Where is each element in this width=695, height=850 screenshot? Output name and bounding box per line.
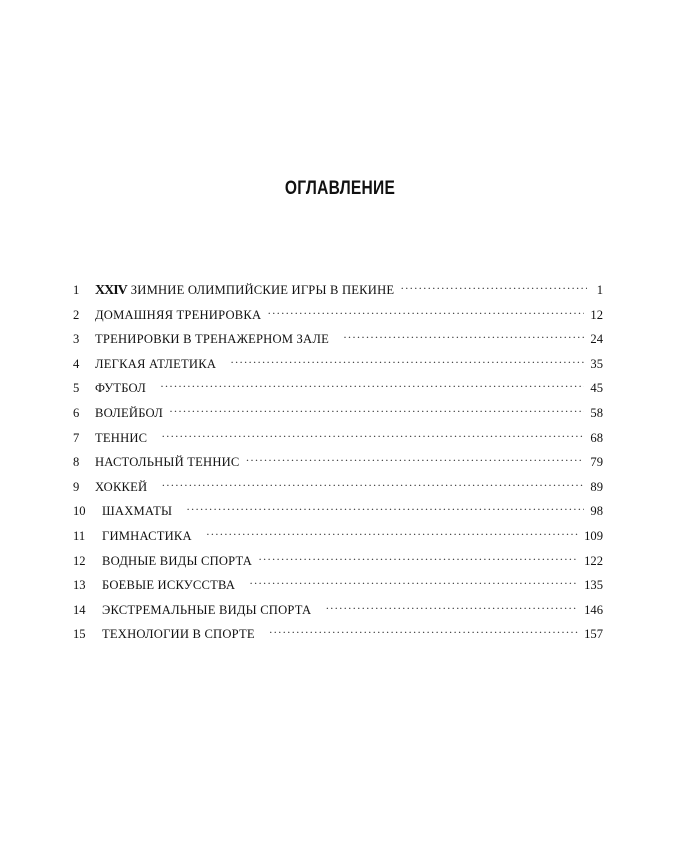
toc-entry[interactable]: [73, 405, 603, 430]
toc-entry[interactable]: [73, 626, 603, 651]
toc-entry-page: 12: [590, 307, 603, 322]
toc-entry-title: ЗИМНИЕ ОЛИМПИЙСКИЕ ИГРЫ В ПЕКИНЕ: [130, 283, 395, 297]
toc-entry-page: 24: [590, 332, 603, 347]
toc-entry-number: 3: [73, 332, 80, 347]
toc-entry-roman-numeral: XXIV: [95, 283, 127, 298]
toc-entry-title: ВОДНЫЕ ВИДЫ СПОРТА: [102, 553, 253, 568]
toc-entry[interactable]: [73, 553, 603, 578]
toc-entry-page: 122: [584, 553, 603, 568]
toc-entry-page: 157: [584, 627, 603, 642]
toc-entry-number: 13: [73, 578, 86, 593]
toc-entry-title: ЭКСТРЕМАЛЬНЫЕ ВИДЫ СПОРТА: [102, 602, 312, 617]
dot-leader: [400, 282, 587, 294]
toc-entry-page: 35: [590, 356, 603, 371]
page-title: ОГЛАВЛЕНИЕ: [284, 178, 396, 199]
toc-entry-page: 58: [590, 405, 603, 420]
toc-entry-number: 1: [73, 283, 80, 297]
toc-entry-number: 6: [73, 405, 80, 420]
toc-entry[interactable]: [73, 356, 603, 381]
toc-entry-page: 135: [584, 578, 603, 593]
dot-leader: [160, 380, 584, 392]
toc-entry-title: ХОККЕЙ: [95, 479, 148, 494]
toc-entry[interactable]: [73, 430, 603, 455]
dot-leader: [169, 405, 584, 417]
toc-entry-number: 2: [73, 307, 80, 322]
dot-leader: [230, 356, 584, 368]
dot-leader: [258, 553, 578, 565]
toc-entry-title: ГИМНАСТИКА: [102, 528, 192, 543]
toc-entry-title: ТЕХНОЛОГИИ В СПОРТЕ: [102, 627, 255, 642]
toc-entry-page: 109: [584, 528, 603, 543]
toc-entry-title: ФУТБОЛ: [95, 381, 146, 396]
toc-entry-page: 89: [590, 479, 603, 494]
toc-entry-page: 98: [590, 504, 603, 519]
toc-entry[interactable]: [73, 380, 603, 405]
dot-leader: [186, 503, 584, 515]
toc-entry-page: 45: [590, 381, 603, 396]
toc-entry[interactable]: [73, 307, 603, 332]
toc-entry-number: 5: [73, 381, 80, 396]
toc-entry-page: 1: [596, 283, 603, 297]
toc-entry-number: 8: [73, 455, 80, 470]
toc-entry-title: ВОЛЕЙБОЛ: [95, 405, 163, 420]
toc-entry-page: 68: [590, 430, 603, 445]
toc-entry-number: 15: [73, 627, 86, 642]
toc-entry-number: 4: [73, 356, 80, 371]
dot-leader: [325, 602, 578, 614]
toc-entry-title: ШАХМАТЫ: [102, 504, 173, 519]
toc-entry[interactable]: [73, 528, 603, 553]
dot-leader: [246, 454, 585, 466]
dot-leader: [269, 626, 578, 638]
table-of-contents: [73, 282, 603, 651]
toc-entry-number: 7: [73, 430, 80, 445]
toc-entry[interactable]: [73, 503, 603, 528]
dot-leader: [161, 430, 584, 442]
dot-leader: [206, 528, 578, 540]
toc-entry-title: НАСТОЛЬНЫЙ ТЕННИС: [95, 455, 240, 470]
toc-entry-number: 9: [73, 479, 80, 494]
toc-entry-title: БОЕВЫЕ ИСКУССТВА: [102, 578, 236, 593]
toc-entry-number: 14: [73, 602, 86, 617]
toc-entry[interactable]: [73, 454, 603, 479]
toc-entry-title: ТРЕНИРОВКИ В ТРЕНАЖЕРНОМ ЗАЛЕ: [95, 332, 329, 347]
toc-entry[interactable]: [73, 577, 603, 602]
toc-entry-title: ЛЕГКАЯ АТЛЕТИКА: [95, 356, 217, 371]
toc-entry-number: 12: [73, 553, 86, 568]
toc-entry-page: 146: [584, 602, 603, 617]
toc-entry[interactable]: [73, 602, 603, 627]
toc-entry[interactable]: [73, 331, 603, 356]
toc-entry-page: 79: [590, 455, 603, 470]
dot-leader: [267, 307, 584, 319]
toc-entry-number: 11: [73, 528, 86, 543]
toc-entry-number: 10: [73, 504, 86, 519]
dot-leader: [161, 479, 584, 491]
dot-leader: [249, 577, 578, 589]
toc-entry[interactable]: [73, 479, 603, 504]
toc-entry-title: ТЕННИС: [95, 430, 148, 445]
toc-entry-title: ДОМАШНЯЯ ТРЕНИРОВКА: [95, 307, 262, 322]
dot-leader: [343, 331, 584, 343]
toc-entry[interactable]: [73, 282, 603, 307]
